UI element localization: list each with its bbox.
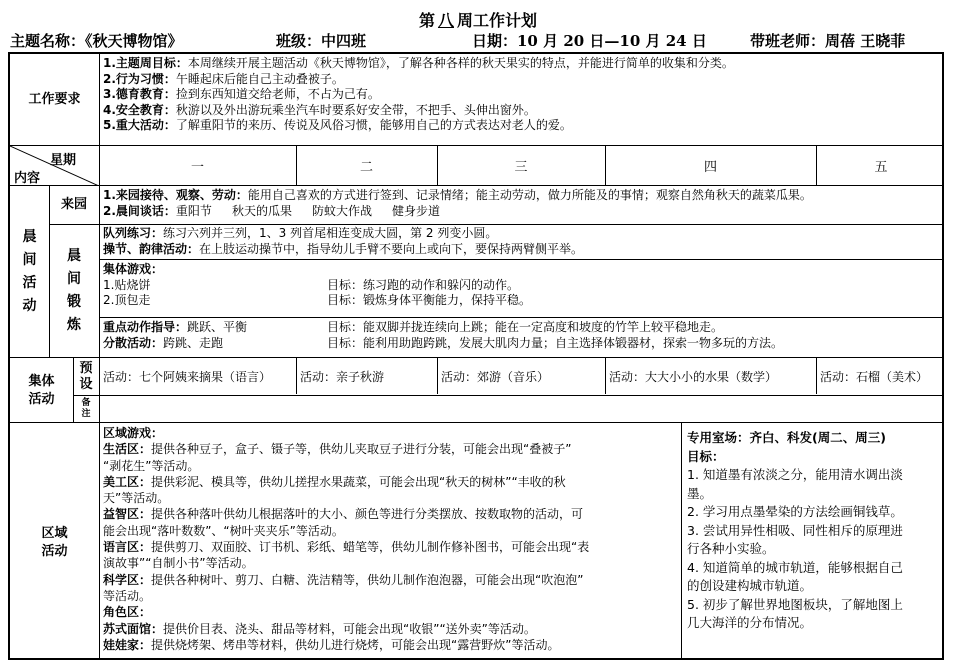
theme-name: 主题名称：《秋天博物馆》 xyxy=(10,32,183,50)
group-activity-label: 集体活动 xyxy=(28,373,55,407)
area-activity-row xyxy=(10,422,942,660)
day-friday: 五 xyxy=(874,160,888,175)
day-tuesday: 二 xyxy=(359,160,373,175)
weekday-header-row xyxy=(10,145,942,185)
queue-practice: 队列练习：练习六列并三列，1、3 列首尾相连变成大圆，第 2 列变小圆。 操节、韵律活动：在上肢运动操节中，指导幼儿手臂不要向上或向下，要保持两臂侧平举。 xyxy=(103,226,584,256)
day-wednesday: 三 xyxy=(514,160,528,175)
area-activity-label: 区域活动 xyxy=(41,526,68,559)
key-movement-guidance: 重点动作指导：跳跃、平衡 目标：能双脚并拢连续向上跳；能在一定高度和坡度的竹竿上较平稳地走。 分散活动：跨跳、走跑 目标：能利用助跑跨跳，发展大肌肉力量；自主选择体锻器材，探索一物多玩的方法。 xyxy=(103,320,784,350)
day-monday: 一 xyxy=(190,160,204,175)
work-requirements-row xyxy=(10,54,942,145)
activity-monday: 活动：七个阿姨来摘果（语言） xyxy=(103,370,272,384)
document-title: 第 八 周工作计划 xyxy=(418,11,538,30)
special-rooms: 专用室场：齐白、科发(周二、周三) 目标： 1. 知道墨有浓淡之分，能用清水调出淡 墨。 2. 学习用点墨晕染的方法绘画铜钱草。 3. 尝试用异性相吸、同性相斥的原理进 行各种小实验。 4. 知道简单的城市轨道，能够根据自己 的创设建构城市轨道。 5. 初步了解世界地图板块，了解地图上 几大海洋的分布情况。 xyxy=(687,430,903,630)
class-name: 班级：中四班 xyxy=(276,32,367,50)
arrival-content: 1.来园接待、观察、劳动：能用自己喜欢的方式进行签到、记录情绪；能主动劳动，做力所能及的事情；观察自然角秋天的蔬菜瓜果。 2.晨间谈话：重阳节 秋天的瓜果 防蚊大作战 健身步道 xyxy=(103,188,812,218)
plan-table xyxy=(8,52,944,660)
activity-friday: 活动：石榴（美术） xyxy=(820,370,929,384)
morning-activities-row xyxy=(10,185,942,357)
note-label: 备注 xyxy=(81,398,91,419)
group-activity-row xyxy=(10,357,942,422)
date-range: 日期：10 月 20 日—10 月 24 日 xyxy=(472,32,707,50)
teachers: 带班老师：周蓓 王晓菲 xyxy=(750,32,906,50)
activity-wednesday: 活动：郊游（音乐） xyxy=(441,370,550,384)
work-requirements-label: 工作要求 xyxy=(28,91,81,107)
activity-tuesday: 活动：亲子秋游 xyxy=(300,370,385,384)
area-games-list: 区域游戏： 生活区：提供各种豆子，盒子、镊子等，供幼儿夹取豆子进行分装，可能会出现“叠被子” “剥花生”等活动。 美工区：提供彩泥、模具等，供幼儿搓捏水果蔬菜，可能会出现“秋天的树林”“丰收的秋 天”等活动。 益智区：提供各种落叶供幼儿根据落叶的大小、颜色等进行分类摆放、按数取物的活动，可 能会出现“落叶数数”、“树叶夹夹乐”等活动。 语言区：提供剪刀、双面胶、订书机、彩纸、蜡笔等，供幼儿制作修补图书，可能会出现“表 演故事”“自制小书”等活动。 科学区：提供各种树叶、剪刀、白糖、洗洁精等，供幼儿制作泡泡器，可能会出现“吹泡泡” 等活动。 角色区： 苏式面馆：提供价目表、浇头、甜品等材料，可能会出现“收银”“送外卖”等活动。 娃娃家：提供烧烤架、烤串等材料，供幼儿进行烧烤，可能会出现“露营野炊”等活动。 xyxy=(103,426,590,652)
corner-content: 内容 xyxy=(14,171,41,186)
plan-label: 预设 xyxy=(79,360,93,392)
corner-weekday: 星期 xyxy=(50,153,77,168)
arrival-label: 来园 xyxy=(60,197,87,213)
day-thursday: 四 xyxy=(703,160,717,175)
work-requirements-list: 1.主题周目标：本周继续开展主题活动《秋天博物馆》，了解各种各样的秋天果实的特点，并能进行简单的收集和分类。 2.行为习惯：午睡起床后能自己主动叠被子。 3.德育教育：捡到东西知道交给老师，不占为己有。 4.安全教育：秋游以及外出游玩乘坐汽车时要系好安全带，不把手、头伸出窗外。 5.重大活动：了解重阳节的来历、传说及风俗习惯，能够用自己的方式表达对老人的爱。 xyxy=(103,56,734,133)
morning-activities-label: 晨间活动 xyxy=(22,229,37,314)
group-games: 集体游戏： 1.贴烧饼 目标：练习跑的动作和躲闪的动作。 2.顶包走 目标：锻炼身体平衡能力，保持平稳。 xyxy=(103,262,532,308)
morning-exercise-label: 晨间锻炼 xyxy=(67,248,81,333)
activity-thursday: 活动：大大小小的水果（数学） xyxy=(609,370,778,384)
week-number: 八 xyxy=(437,11,454,30)
